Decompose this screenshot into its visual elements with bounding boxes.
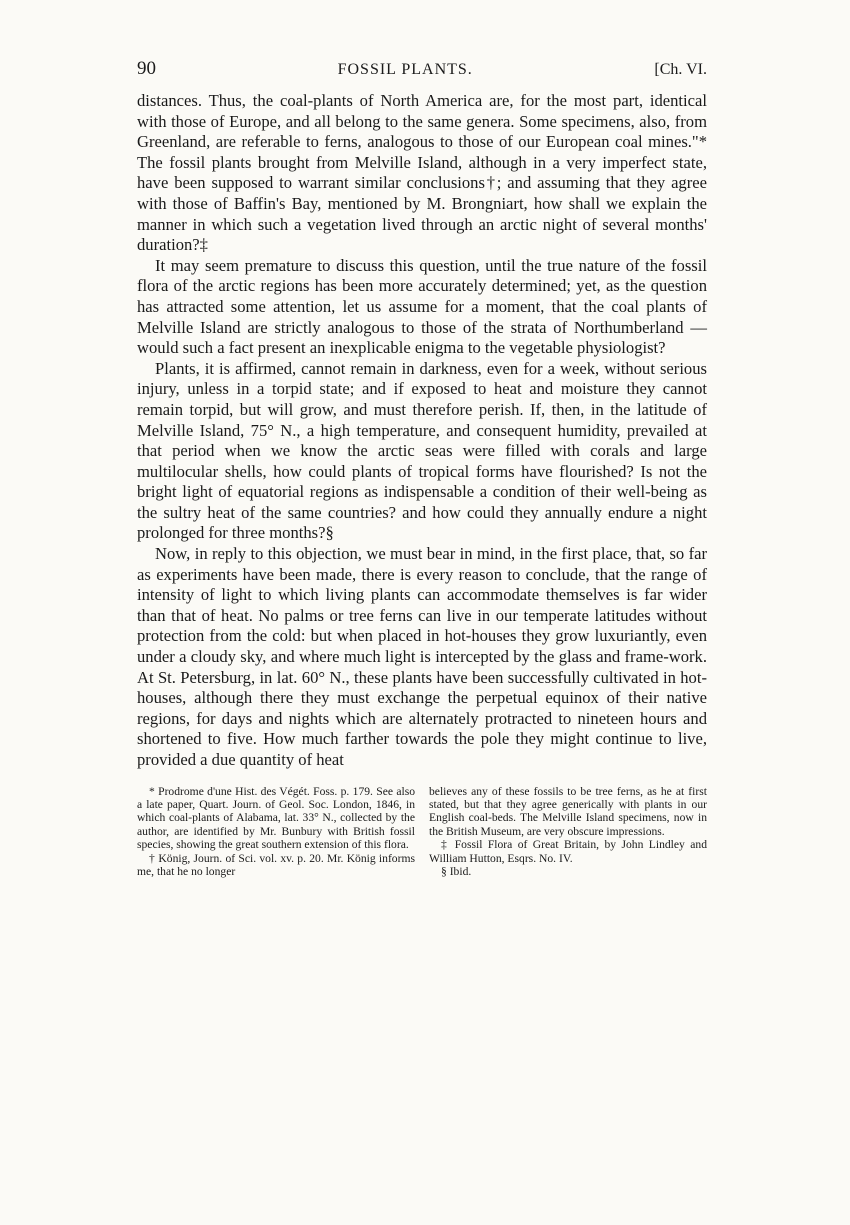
running-head [137,58,707,88]
running-title: FOSSIL PLANTS. [337,61,473,78]
chapter-label: [Ch. VI. [654,61,707,78]
footnote-double-dagger: ‡ Fossil Flora of Great Britain, by John Lindley and William Hutton, Esqrs. No. IV. [429,838,707,865]
page-number: 90 [137,58,156,79]
paragraph: It may seem premature to discuss this question, until the true nature of the fossil flora of the arctic regions has been more accurately determined; yet, as the question has attracted some attention, let us assume for a moment, that the coal plants of Melville Island are strictly analogous to those of the strata of Northumberland — would such a fact present an inexplicable enigma to the vegetable physiologist? [137,255,707,358]
body-text [137,91,707,771]
footnote-dagger: † König, Journ. of Sci. vol. xv. p. 20. Mr. König informs me, that he no longer [137,851,415,879]
footnote-asterisk: * Prodrome d'une Hist. des Végét. Foss. p. 179. See also a late paper, Quart. Journ. of Geol. Soc. London, 1846, in which coal-plants of Alabama, lat. 33° N., collected by the author, are identified by Mr. Bunbury with British fossil species, showing the great southern extension of this flora. [137,784,415,852]
footnote-section: § Ibid. [441,865,472,879]
footnotes-right-column [429,785,707,879]
book-page [137,58,707,878]
footnote-dagger-continued: believes any of these fossils to be tree ferns, as he at first stated, but that they agree generically with plants in our English coal-beds. The Melville Island specimens, now in the British Museum, are very obscure impressions. [429,784,707,838]
paragraph: Now, in reply to this objection, we must bear in mind, in the first place, that, so far as experiments have been made, there is every reason to conclude, that the range of intensity of light to which living plants can accommodate themselves is far wider than that of heat. No palms or tree ferns can live in our temperate latitudes without protection from the cold: but when placed in hot-houses they grow luxuriantly, even under a cloudy sky, and where much light is intercepted by the glass and frame-work. At St. Petersburg, in lat. 60° N., these plants have been successfully cultivated in hot-houses, although there they must exchange the perpetual equinox of their native regions, for days and nights which are alternately protracted to nineteen hours and shortened to five. How much farther towards the pole they might continue to live, provided a due quantity of heat [137,544,707,769]
paragraph: Plants, it is affirmed, cannot remain in darkness, even for a week, without serious injury, unless in a torpid state; and if exposed to heat and moisture they cannot remain torpid, but will grow, and must therefore perish. If, then, in the latitude of Melville Island, 75° N., a high temperature, and consequent humidity, prevailed at that period when we know the arctic seas were filled with corals and large multilocular shells, how could plants of tropical forms have flourished? Is not the bright light of equatorial regions as indispensable a condition of their well-being as the sultry heat of the same countries? and how could they annually endure a night prolonged for three months?§ [137,358,707,543]
footnotes-left-column [137,785,415,879]
footnotes [137,785,707,879]
paragraph-continued: distances. Thus, the coal-plants of North America are, for the most part, identical with those of Europe, and all belong to the same genera. Some specimens, also, from Greenland, are referable to ferns, analogous to those of our European coal mines."* The fossil plants brought from Melville Island, although in a very imperfect state, have been supposed to warrant similar conclusions†; and assuming that they agree with those of Baffin's Bay, mentioned by M. Brongniart, how shall we explain the manner in which such a vegetation lived through an arctic night of several months' duration?‡ [137,91,707,255]
